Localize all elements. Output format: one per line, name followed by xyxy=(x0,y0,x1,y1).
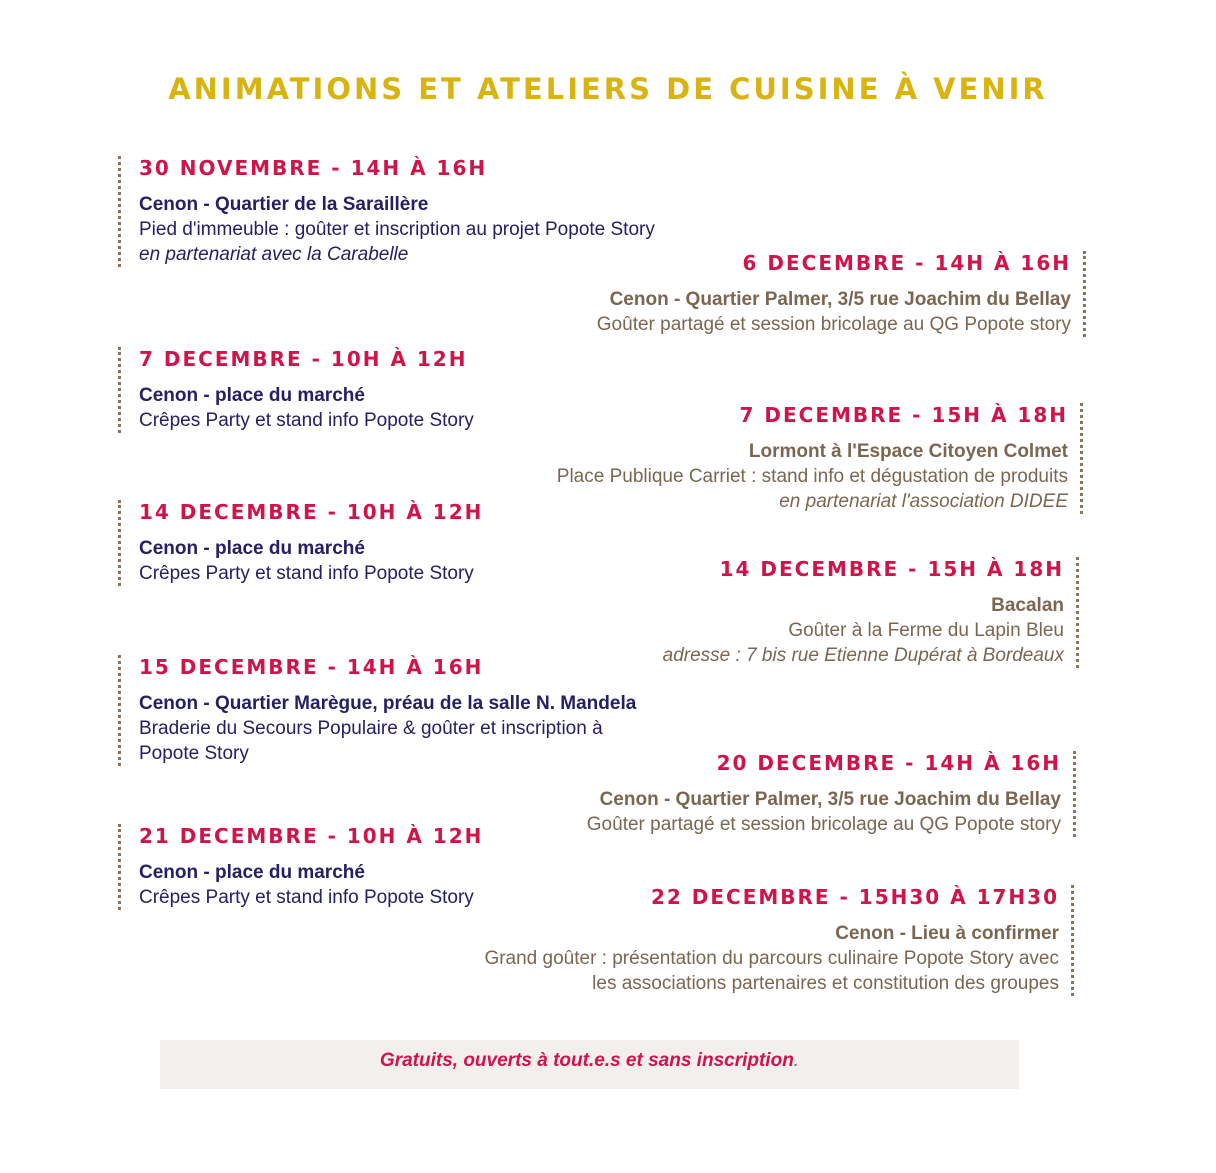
event-place: Cenon - Quartier Palmer, 3/5 rue Joachim du Bellay xyxy=(599,789,1061,810)
footer-text: Gratuits, ouverts à tout.e.s et sans inscription xyxy=(379,1050,794,1071)
event-description-line: Braderie du Secours Populaire & goûter et inscription à xyxy=(139,718,603,739)
event-description: Place Publique Carriet : stand info et dégustation de produits xyxy=(556,466,1068,487)
event-place: Cenon - Quartier de la Saraillère xyxy=(139,194,429,215)
event-date: 30 NOVEMBRE - 14H À 16H xyxy=(139,156,488,180)
event-description-line: Popote Story xyxy=(139,743,249,764)
event-6-decembre xyxy=(597,251,1086,337)
event-14-decembre-matin xyxy=(118,500,483,586)
event-date: 14 DECEMBRE - 10H À 12H xyxy=(139,500,484,524)
event-place: Cenon - Lieu à confirmer xyxy=(835,923,1059,944)
event-description: Crêpes Party et stand info Popote Story xyxy=(139,887,474,908)
event-20-decembre xyxy=(587,751,1076,837)
event-15-decembre xyxy=(118,655,636,766)
event-description: Goûter à la Ferme du Lapin Bleu xyxy=(788,620,1064,641)
event-date: 15 DECEMBRE - 14H À 16H xyxy=(139,655,484,679)
event-place: Lormont à l'Espace Citoyen Colmet xyxy=(748,441,1068,462)
event-date: 22 DECEMBRE - 15H30 À 17H30 xyxy=(650,885,1059,909)
event-14-decembre-apres-midi xyxy=(663,557,1079,668)
event-place: Bacalan xyxy=(991,595,1064,616)
event-description: Crêpes Party et stand info Popote Story xyxy=(139,563,474,584)
event-place: Cenon - Quartier Palmer, 3/5 rue Joachim du Bellay xyxy=(609,289,1071,310)
event-7-decembre-apres-midi xyxy=(557,403,1083,514)
event-description-line: Grand goûter : présentation du parcours culinaire Popote Story avec xyxy=(484,948,1059,969)
event-description-line: les associations partenaires et constitution des groupes xyxy=(592,973,1059,994)
event-date: 7 DECEMBRE - 10H À 12H xyxy=(139,347,468,371)
event-date: 21 DECEMBRE - 10H À 12H xyxy=(139,824,484,848)
event-7-decembre-matin xyxy=(118,347,474,433)
event-note: en partenariat l'association DIDEE xyxy=(779,491,1068,512)
event-place: Cenon - Quartier Marègue, préau de la salle N. Mandela xyxy=(139,693,637,714)
event-date: 6 DECEMBRE - 14H À 16H xyxy=(742,251,1071,275)
event-description: Goûter partagé et session bricolage au QG Popote story xyxy=(586,814,1061,835)
event-note: adresse : 7 bis rue Etienne Dupérat à Bordeaux xyxy=(662,645,1064,666)
event-place: Cenon - place du marché xyxy=(139,538,365,559)
event-date: 7 DECEMBRE - 15H À 18H xyxy=(739,403,1068,427)
event-note: en partenariat avec la Carabelle xyxy=(139,244,409,265)
event-30-novembre xyxy=(118,156,655,267)
event-description: Crêpes Party et stand info Popote Story xyxy=(139,410,474,431)
page-title: ANIMATIONS ET ATELIERS DE CUISINE À VENIR xyxy=(168,72,1048,106)
event-place: Cenon - place du marché xyxy=(139,862,365,883)
event-21-decembre xyxy=(118,824,483,910)
event-date: 14 DECEMBRE - 15H À 18H xyxy=(719,557,1064,581)
footer-period: . xyxy=(793,1050,800,1071)
event-description: Pied d'immeuble : goûter et inscription au projet Popote Story xyxy=(139,219,655,240)
event-date: 20 DECEMBRE - 14H À 16H xyxy=(716,751,1061,775)
footer-notice xyxy=(160,1040,1019,1089)
event-place: Cenon - place du marché xyxy=(139,385,365,406)
event-22-decembre xyxy=(484,885,1074,996)
event-description: Goûter partagé et session bricolage au QG Popote story xyxy=(596,314,1071,335)
